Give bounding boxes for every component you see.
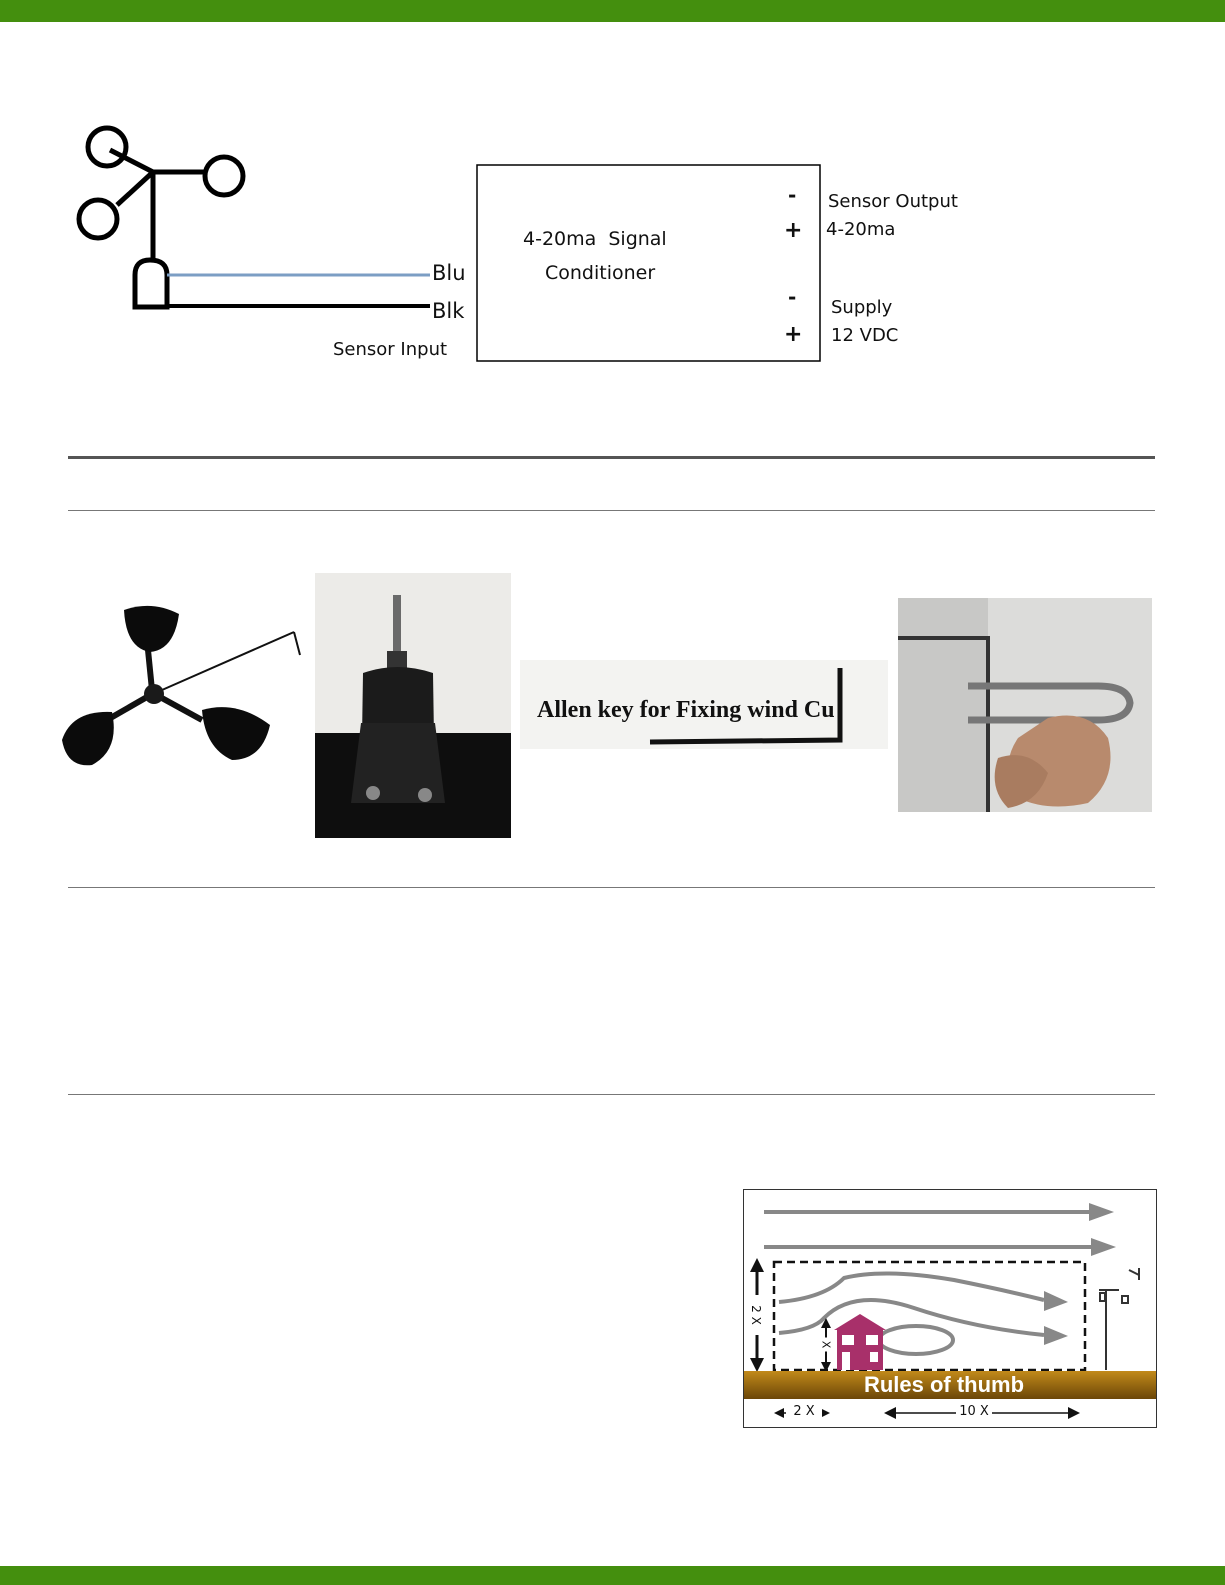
wire-black-label: Blk xyxy=(432,299,465,323)
building-icon xyxy=(834,1314,886,1370)
siting-banner: Rules of thumb xyxy=(863,1372,1025,1397)
sensor-output-label: Sensor Output xyxy=(828,191,958,212)
supply-minus: - xyxy=(788,285,797,309)
header-bar xyxy=(0,0,1225,22)
downwind-distance-label: 10 X xyxy=(956,1404,992,1419)
anemometer-icon xyxy=(79,128,243,307)
wind-cups-photo xyxy=(62,600,302,770)
conditioner-label-line2: Conditioner xyxy=(545,262,656,284)
wiring-diagram xyxy=(60,110,1000,380)
supply-label: Supply xyxy=(831,297,893,318)
sensor-body-photo xyxy=(315,573,511,838)
building-height-label: X xyxy=(820,1338,833,1352)
sensor-input-label: Sensor Input xyxy=(333,339,448,360)
siting-diagram xyxy=(743,1189,1157,1428)
allen-key-photo xyxy=(520,660,888,749)
supply-plus: + xyxy=(784,322,803,347)
sensor-output-range: 4-20ma xyxy=(826,219,896,240)
divider-2 xyxy=(68,510,1155,511)
wire-blue-label: Blu xyxy=(432,261,466,285)
weather-station-icon xyxy=(1099,1268,1139,1370)
output-minus: - xyxy=(788,183,797,207)
footer-bar xyxy=(0,1566,1225,1585)
allen-key-caption: Allen key for Fixing wind Cu xyxy=(537,697,835,723)
supply-voltage: 12 VDC xyxy=(831,325,899,346)
output-plus: + xyxy=(784,218,803,243)
height-label: 2 X xyxy=(749,1295,763,1335)
divider-3 xyxy=(68,887,1155,888)
conditioner-label-line1: 4-20ma Signal xyxy=(523,228,667,250)
divider-4 xyxy=(68,1094,1155,1095)
u-bolt-photo xyxy=(898,598,1152,812)
upwind-distance-label: 2 X xyxy=(786,1404,822,1419)
divider-1 xyxy=(68,456,1155,459)
